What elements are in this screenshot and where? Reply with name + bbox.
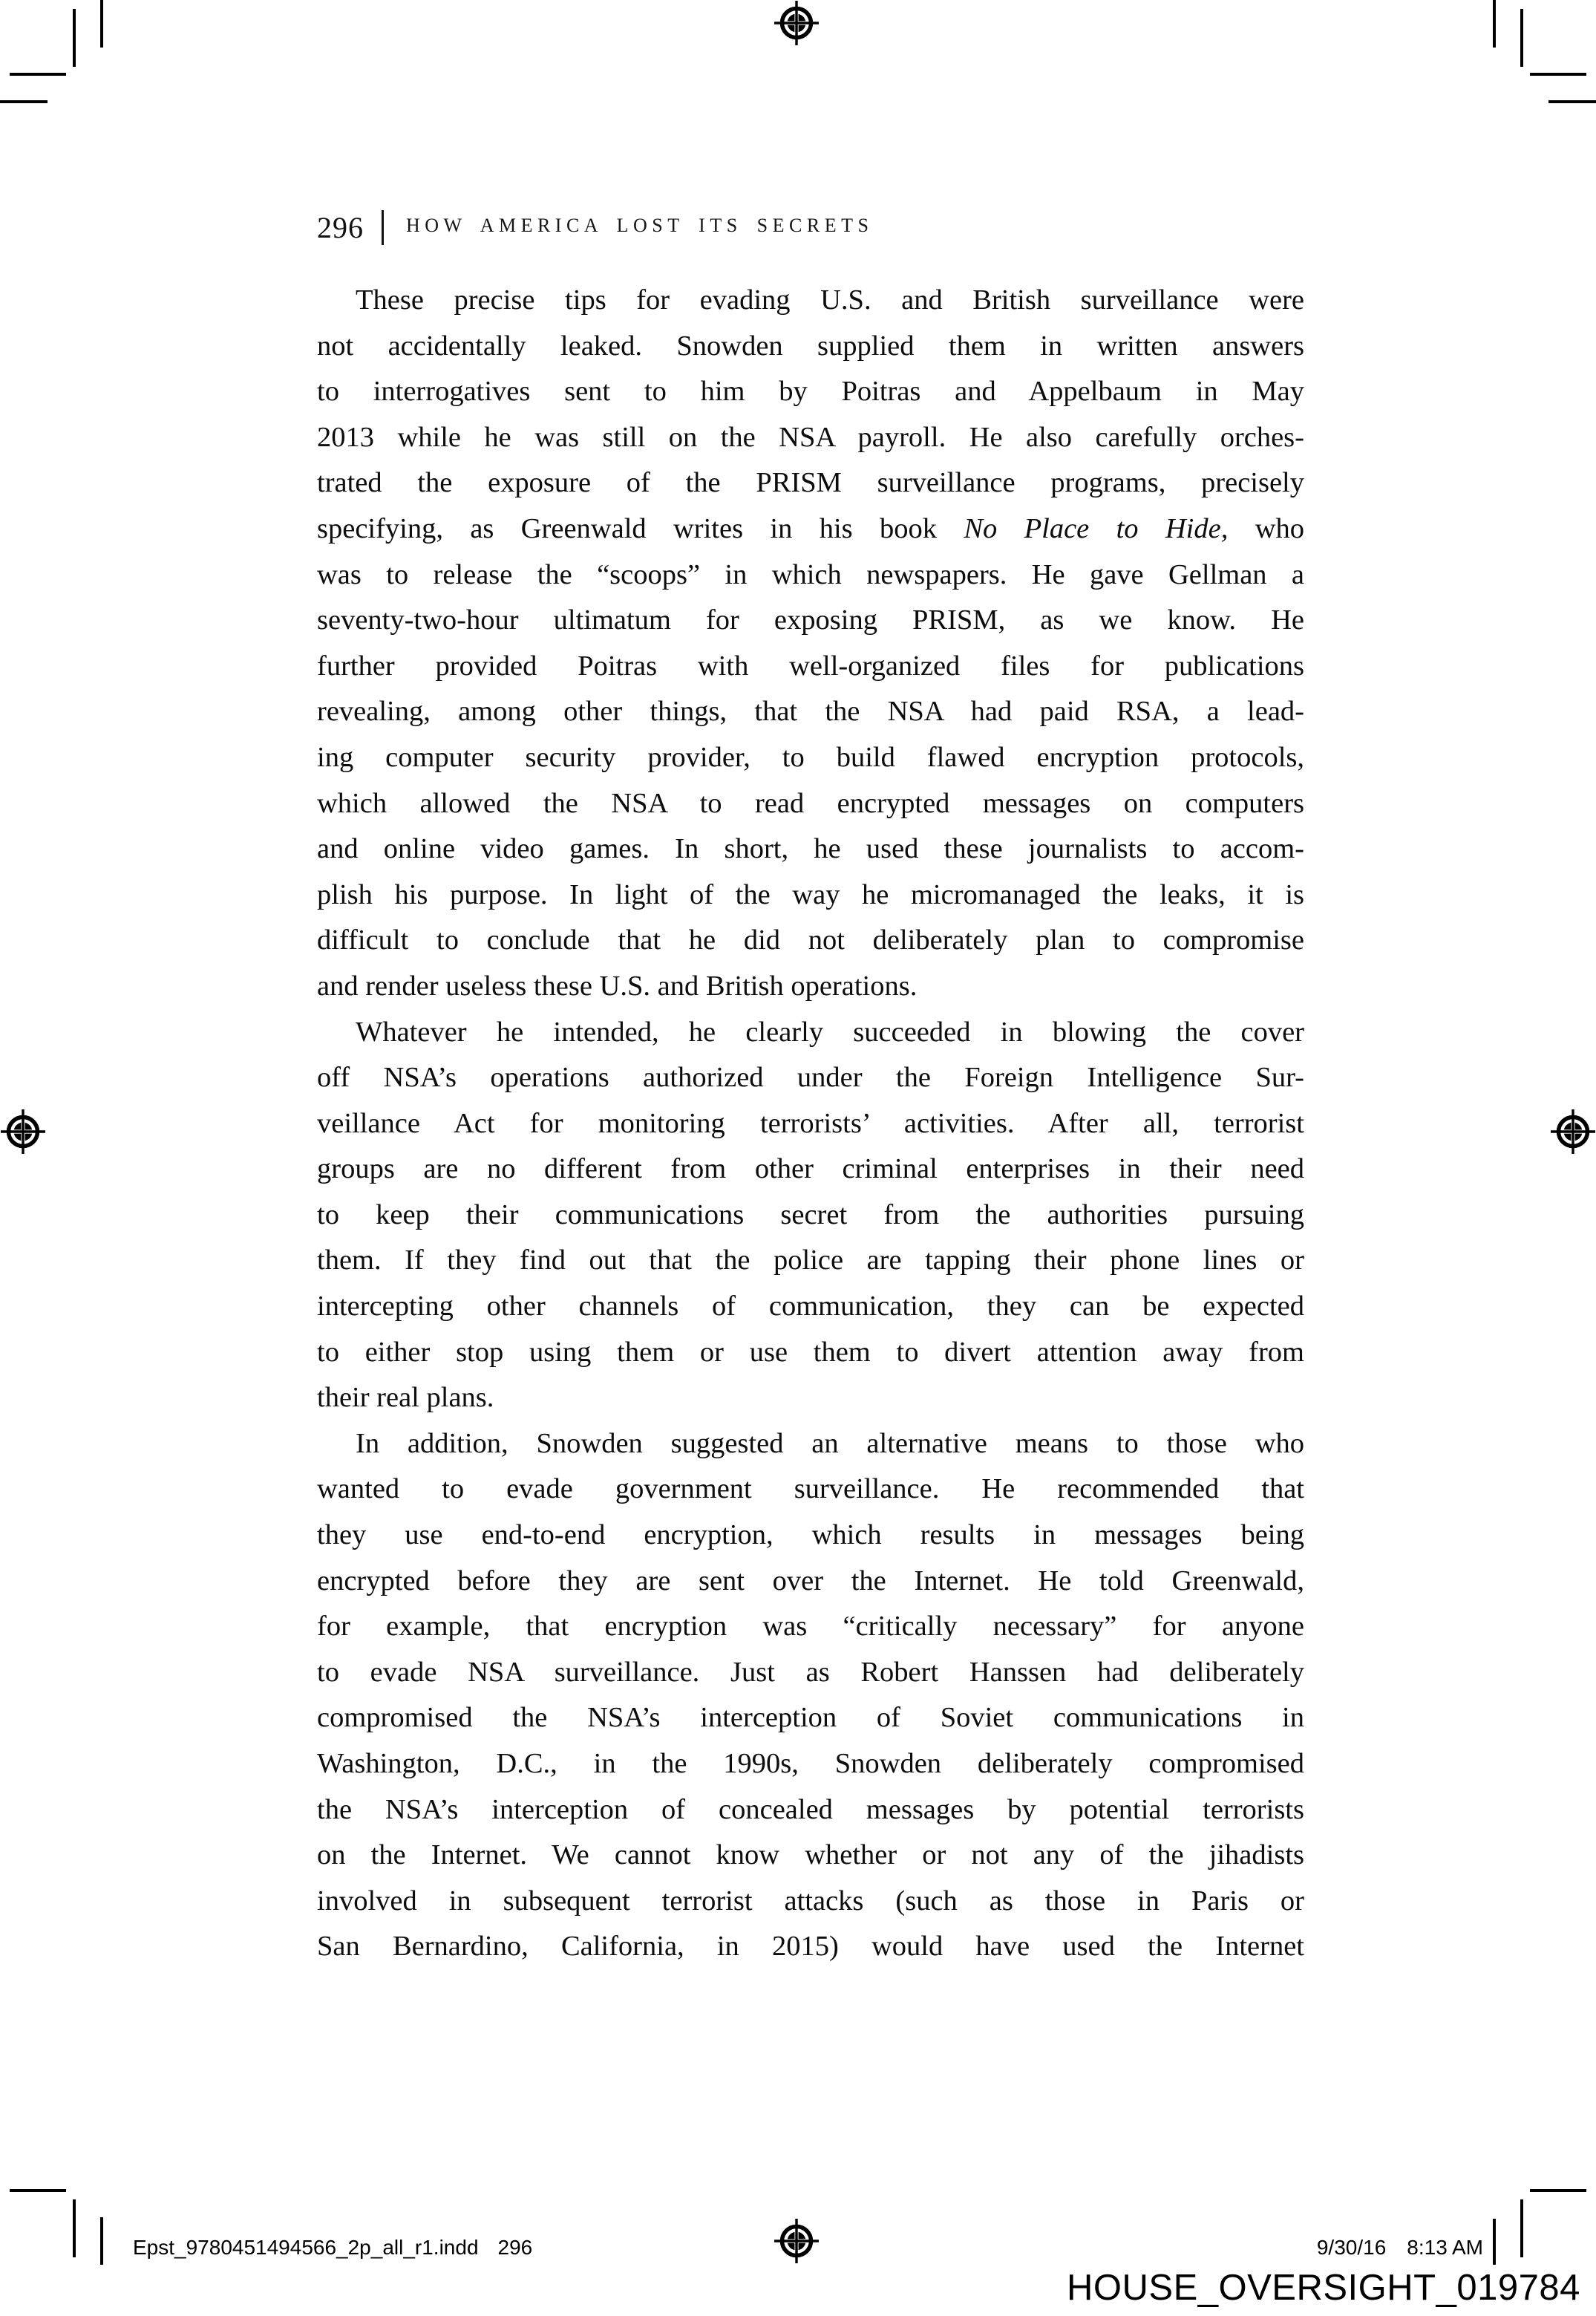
body-line: to interrogatives sent to him by Poitras and Appelbaum in May [317, 376, 1304, 408]
bates-stamp: HOUSE_OVERSIGHT_019784 [1067, 2268, 1580, 2308]
body-line: to either stop using them or use them to divert attention away from [317, 1336, 1304, 1368]
registration-mark-icon [0, 1108, 47, 1155]
body-line: intercepting other channels of communication, they can be expected [317, 1291, 1304, 1322]
slug-filename: Epst_9780451494566_2p_all_r1.indd [133, 2236, 479, 2259]
body-line: not accidentally leaked. Snowden supplied them in written answers [317, 330, 1304, 362]
body-line: specifying, as Greenwald writes in his book No Place to Hide, who [317, 512, 1304, 544]
crop-mark [1493, 0, 1496, 48]
body-line: which allowed the NSA to read encrypted messages on computers [317, 787, 1304, 819]
body-line: Whatever he intended, he clearly succeeded in blowing the cover [356, 1016, 1304, 1048]
body-text-block [317, 278, 1304, 1970]
body-line: These precise tips for evading U.S. and British surveillance were [356, 284, 1304, 316]
registration-mark-icon [773, 2217, 820, 2265]
running-head [317, 209, 873, 246]
running-head-title: HOW AMERICA LOST ITS SECRETS [406, 215, 874, 236]
body-line: on the Internet. We cannot know whether or not any of the jihadists [317, 1839, 1304, 1871]
footer-date: 9/30/16 [1316, 2236, 1387, 2259]
body-line: plish his purpose. In light of the way he micromanaged the leaks, it is [317, 878, 1304, 910]
crop-mark [73, 9, 76, 67]
crop-mark [10, 73, 66, 76]
body-line: and render useless these U.S. and British operations. [317, 970, 918, 1002]
crop-mark [1520, 2199, 1523, 2257]
body-line: involved in subsequent terrorist attacks (such as those in Paris or [317, 1885, 1304, 1917]
footer-datetime [1317, 2236, 1483, 2260]
body-line: groups are no different from other criminal enterprises in their need [317, 1153, 1304, 1185]
crop-mark [1548, 100, 1596, 103]
footer-slug [133, 2236, 532, 2260]
footer-time: 8:13 AM [1407, 2236, 1483, 2259]
page-number: 296 [317, 210, 364, 244]
crop-mark [73, 2199, 76, 2257]
crop-mark [10, 2189, 66, 2192]
body-line: In addition, Snowden suggested an alternative means to those who [356, 1427, 1304, 1459]
body-line: difficult to conclude that he did not deliberately plan to compromise [317, 924, 1304, 956]
body-line: they use end-to-end encryption, which results in messages being [317, 1519, 1304, 1551]
body-line: encrypted before they are sent over the Internet. He told Greenwald, [317, 1565, 1304, 1596]
body-line: to evade NSA surveillance. Just as Robert Hanssen had deliberately [317, 1656, 1304, 1688]
body-line: further provided Poitras with well-organized files for publications [317, 650, 1304, 682]
body-line: them. If they find out that the police are tapping their phone lines or [317, 1245, 1304, 1276]
body-line: wanted to evade government surveillance. He recommended that [317, 1473, 1304, 1505]
crop-mark [0, 100, 48, 103]
crop-mark [100, 2217, 103, 2265]
body-line: ing computer security provider, to build flawed encryption protocols, [317, 741, 1304, 773]
body-line: compromised the NSA’s interception of Soviet communications in [317, 1702, 1304, 1734]
crop-mark [1530, 73, 1586, 76]
crop-mark [1530, 2189, 1586, 2192]
slug-page-ref: 296 [497, 2236, 533, 2259]
body-line: veillance Act for monitoring terrorists’ activities. After all, terrorist [317, 1107, 1304, 1139]
body-line: trated the exposure of the PRISM surveillance programs, precisely [317, 467, 1304, 499]
body-line: San Bernardino, California, in 2015) would have used the Internet [317, 1931, 1304, 1963]
body-line: Washington, D.C., in the 1990s, Snowden deliberately compromised [317, 1748, 1304, 1779]
body-line: seventy-two-hour ultimatum for exposing PRISM, as we know. He [317, 604, 1304, 636]
crop-mark [1520, 9, 1523, 67]
body-line: off NSA’s operations authorized under the Foreign Intelligence Sur- [317, 1062, 1304, 1094]
body-line: for example, that encryption was “critically necessary” for anyone [317, 1611, 1304, 1643]
crop-mark [100, 0, 103, 48]
crop-mark [1493, 2219, 1496, 2265]
header-divider [382, 210, 384, 245]
body-line: revealing, among other things, that the NSA had paid RSA, a lead- [317, 696, 1304, 728]
registration-mark-icon [773, 0, 820, 47]
body-line: their real plans. [317, 1382, 494, 1414]
body-line: 2013 while he was still on the NSA payroll. He also carefully orches- [317, 421, 1304, 453]
body-line: to keep their communications secret from the authorities pursuing [317, 1198, 1304, 1230]
body-line: was to release the “scoops” in which newspapers. He gave Gellman a [317, 558, 1304, 590]
body-line: the NSA’s interception of concealed messages by potential terrorists [317, 1793, 1304, 1825]
body-line: and online video games. In short, he used these journalists to accom- [317, 833, 1304, 865]
registration-mark-icon [1549, 1108, 1596, 1155]
